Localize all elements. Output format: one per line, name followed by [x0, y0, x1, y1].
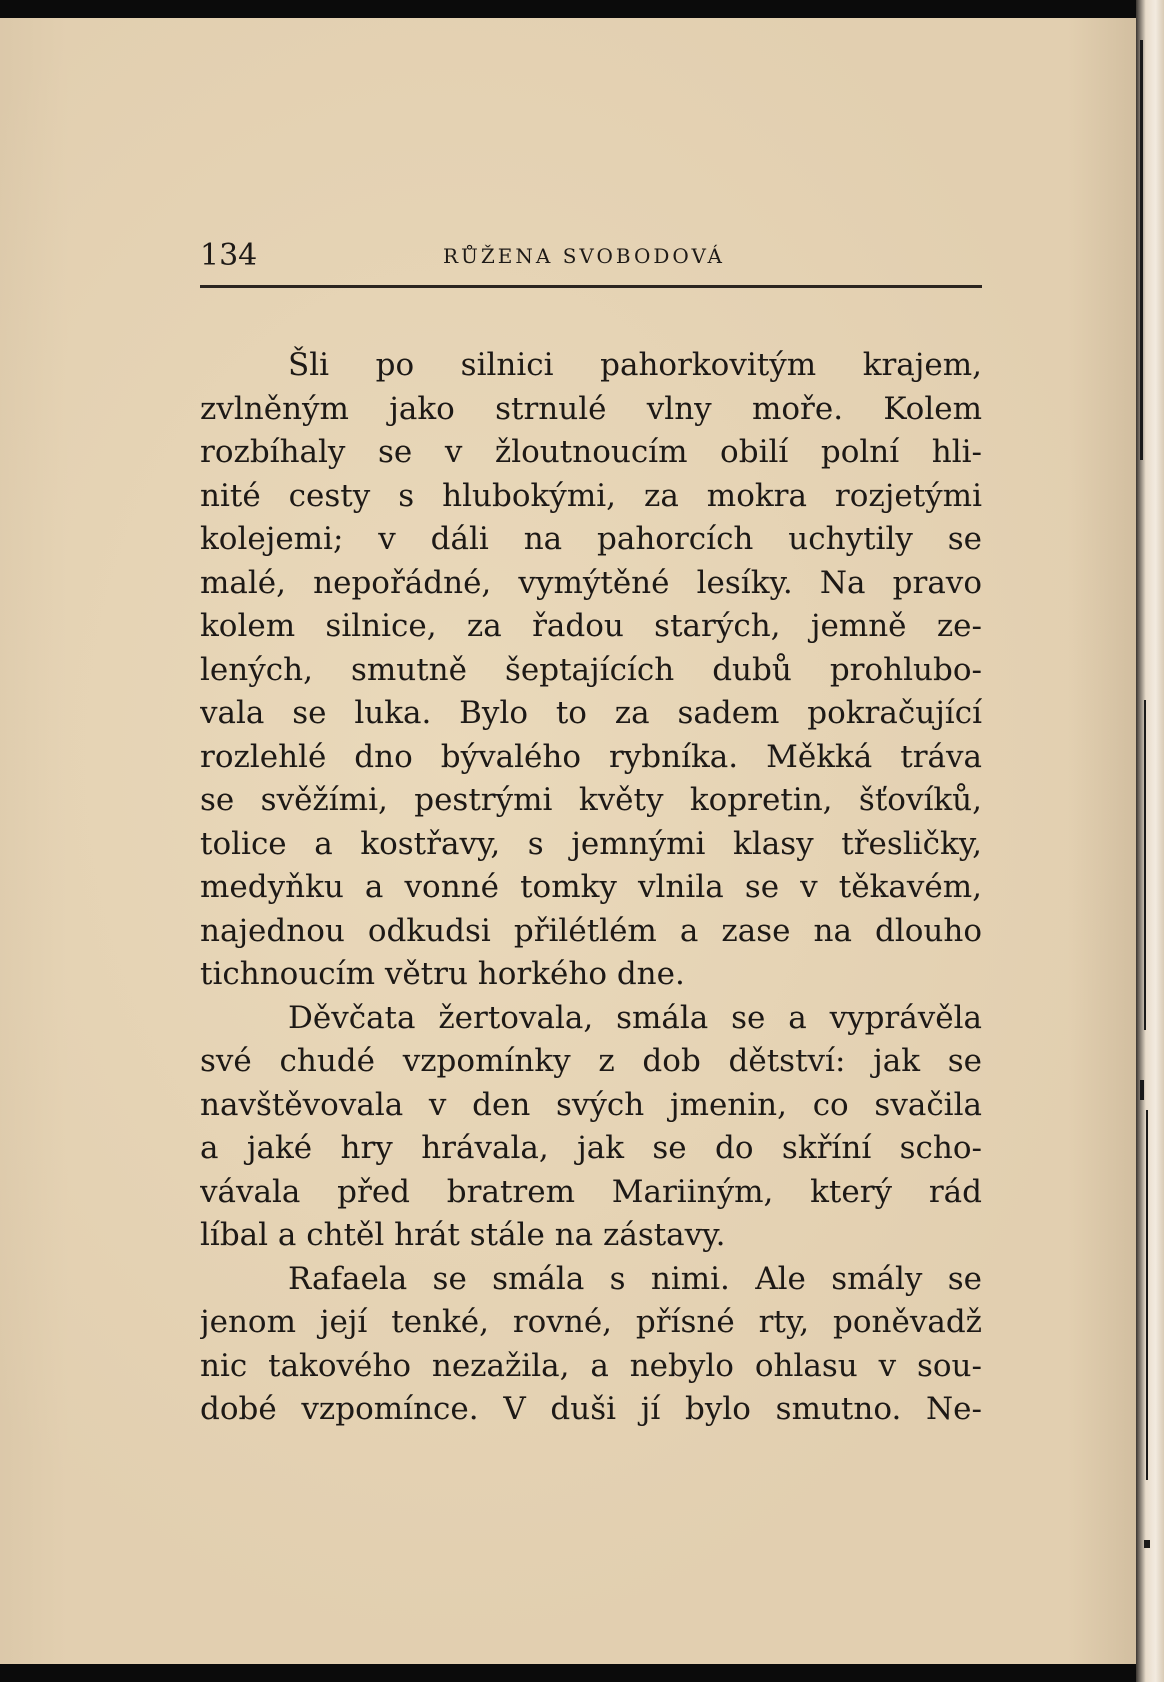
text-line: líbal a chtěl hrát stále na zástavy.: [200, 1217, 726, 1253]
edge-mark: [1144, 700, 1146, 1030]
text-line: se svěžími, pestrými květy kopretin, šťovíků,: [200, 782, 982, 818]
body-text: [200, 344, 982, 1432]
text-line: medyňku a vonné tomky vlnila se v těkavém,: [200, 869, 982, 905]
text-line: dobé vzpomínce. V duši jí bylo smutno. Ne-: [200, 1391, 982, 1427]
text-line: Děvčata žertovala, smála se a vyprávěla: [288, 999, 982, 1036]
edge-mark: [1140, 40, 1143, 460]
text-line: kolejemi; v dáli na pahorcích uchytily se: [200, 521, 982, 557]
text-line: své chudé vzpomínky z dob dětství: jak se: [200, 1043, 982, 1079]
text-line: jenom její tenké, rovné, přísné rty, poněvadž: [200, 1304, 982, 1340]
text-line: nic takového nezažila, a nebylo ohlasu v sou-: [200, 1347, 982, 1384]
text-line: kolem silnice, za řadou starých, jemně ze-: [200, 608, 982, 644]
text-line: najednou odkudsi přilétlém a zase na dlouho: [200, 912, 982, 949]
text-line: a jaké hry hrávala, jak se do skříní scho-: [200, 1130, 982, 1166]
text-line: rozlehlé dno bývalého rybníka. Měkká tráva: [200, 738, 982, 775]
running-head-author: RŮŽENA SVOBODOVÁ: [443, 244, 725, 268]
edge-mark: [1140, 1080, 1144, 1100]
text-line: navštěvovala v den svých jmenin, co svačila: [200, 1086, 982, 1123]
text-line: malé, nepořádné, vymýtěné lesíky. Na pravo: [200, 564, 982, 601]
text-line: vala se luka. Bylo to za sadem pokračující: [200, 695, 982, 731]
page-edge: [1136, 0, 1164, 1682]
text-line: vávala před bratrem Mariiným, který rád: [200, 1173, 982, 1210]
header-rule: [200, 285, 982, 288]
text-line: lených, smutně šeptajících dubů prohlubo-: [200, 651, 982, 688]
text-line: Rafaela se smála s nimi. Ale smály se: [288, 1260, 982, 1297]
edge-mark: [1144, 1540, 1150, 1548]
page-number: 134: [200, 238, 258, 273]
text-line: zvlněným jako strnulé vlny moře. Kolem: [200, 390, 982, 427]
text-line: tichnoucím větru horkého dne.: [200, 956, 685, 992]
text-line: Šli po silnici pahorkovitým krajem,: [288, 347, 982, 383]
text-line: rozbíhaly se v žloutnoucím obilí polní hli-: [200, 434, 982, 470]
running-head: [200, 238, 982, 274]
text-line: tolice a kostřavy, s jemnými klasy třesličky,: [200, 825, 982, 862]
text-line: nité cesty s hlubokými, za mokra rozjetými: [200, 477, 982, 514]
edge-mark: [1146, 1110, 1148, 1480]
